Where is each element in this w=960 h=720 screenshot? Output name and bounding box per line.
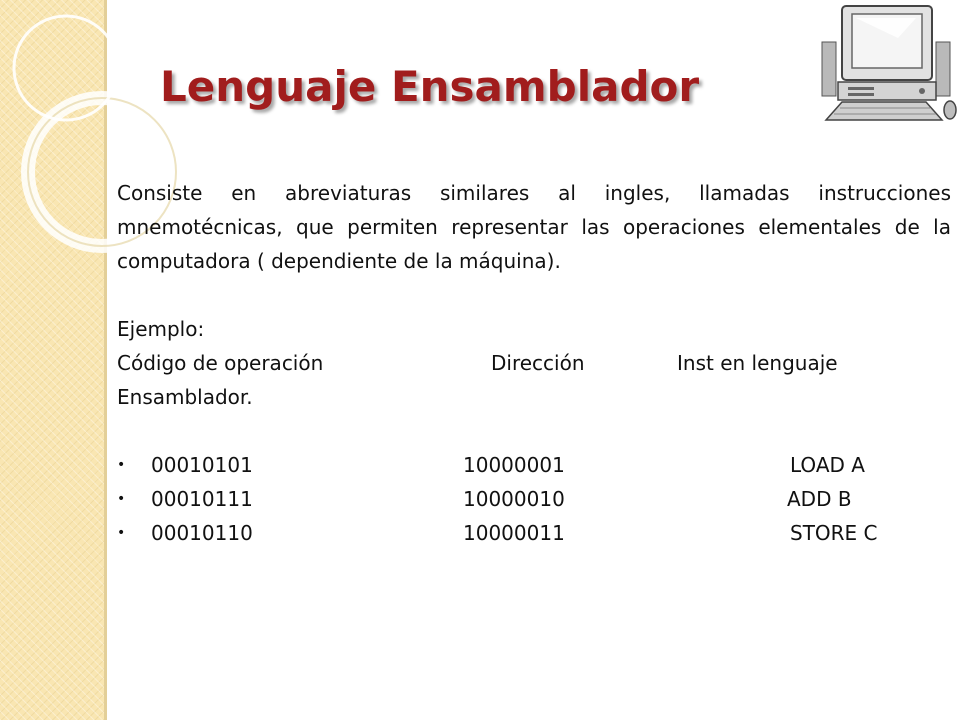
row-instruction: ADD B [787,487,852,511]
bullet: • [117,457,126,473]
slide-body [117,176,951,550]
row-opcode: 00010101 [151,453,253,477]
row-address: 10000001 [463,453,565,477]
row-instruction: LOAD A [790,453,865,477]
blank-line [117,414,951,448]
row-address: 10000010 [463,487,565,511]
row-instruction: STORE C [790,521,878,545]
example-label: Ejemplo: [117,317,205,341]
bullet: • [117,525,126,541]
description-paragraph: Consiste en abreviaturas similares al ingles, llamadas instrucciones mnemotécnicas, que permiten representar las operaciones elementales de la computadora ( dependiente de la máquina). [117,181,951,273]
row-opcode: 00010111 [151,487,253,511]
header-instruction-continued: Ensamblador. [117,385,253,409]
header-address: Dirección [491,351,585,375]
instruction-list [117,448,951,550]
blank-line [117,278,951,312]
desktop-computer-icon [818,2,958,124]
list-item [117,516,951,550]
slide-title: Lenguaje Ensamblador [160,62,700,111]
side-band-decoration [0,0,104,720]
row-address: 10000011 [463,521,565,545]
row-opcode: 00010110 [151,521,253,545]
column-headers [117,346,951,380]
side-band-edge [104,0,107,720]
header-instruction: Inst en lenguaje [677,351,838,375]
header-opcode: Código de operación [117,351,324,375]
list-item [117,448,951,482]
list-item [117,482,951,516]
bullet: • [117,491,126,507]
